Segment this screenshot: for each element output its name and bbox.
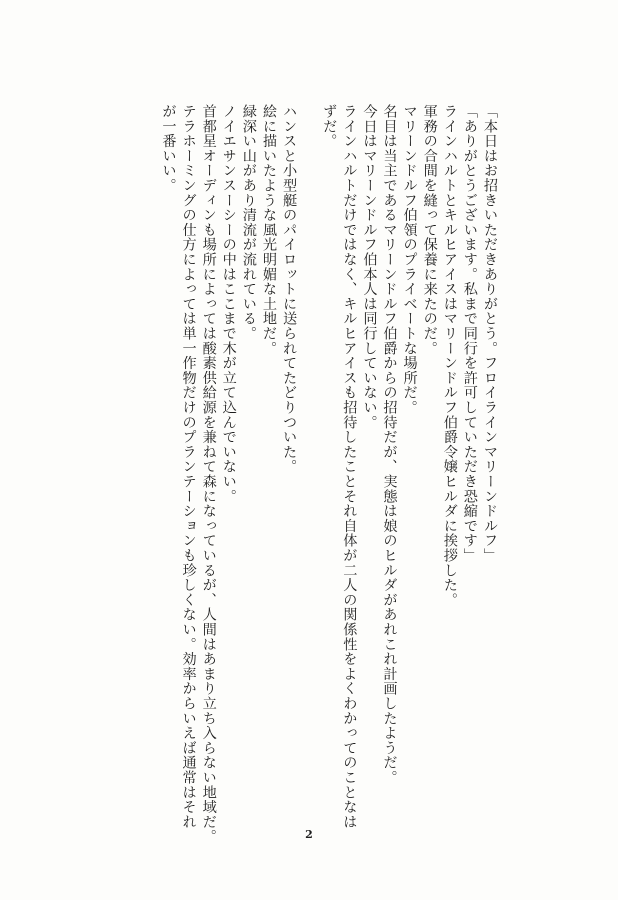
text-line: が一番いい。: [160, 104, 177, 193]
text-line: 首都星オーディンも場所によっては酸素供給源を兼ねて森になっているが、人間はあまり立ち入らない地域だ。: [200, 104, 217, 844]
text-line: マリーンドルフ伯領のプライベートな場所だ。: [401, 104, 418, 415]
text-line: 緑深い山があり清流が流れている。: [240, 104, 257, 341]
text-line: 名目は当主であるマリーンドルフ伯爵からの招待だが、実態は娘のヒルダがあれこれ計画したようだ。: [381, 104, 398, 785]
page-number: 2: [305, 828, 313, 841]
text-line: ラインハルトとキルヒアイスはマリーンドルフ伯爵令嬢ヒルダに挨拶した。: [441, 104, 458, 608]
text-line: ノイエサンスーシーの中はここまで木が立て込んでいない。: [220, 104, 237, 504]
text-line: ずだ。: [321, 104, 338, 149]
text-line: 絵に描いたような風光明媚な土地だ。: [260, 104, 277, 356]
text-line: 軍務の合間を縫って保養に来たのだ。: [421, 104, 438, 356]
text-line: 今日はマリーンドルフ伯本人は同行していない。: [361, 104, 378, 430]
text-line: テラホーミングの仕方によっては単一作物だけのプランテーションも珍しくない。効率からいえば通常はそれ: [180, 104, 197, 830]
text-line: ハンスと小型艇のパイロットに送られてたどりついた。: [281, 104, 298, 474]
text-line: 「ありがとうございます。私まで同行を許可していただき恐縮です」: [461, 104, 478, 563]
text-line: 「本日はお招きいただきありがとう。フロイラインマリーンドルフ」: [482, 104, 498, 563]
blank-line: [299, 104, 319, 804]
vertical-text-body: [158, 104, 500, 844]
text-line: ラインハルトだけではなく、キルヒアイスも招待したことそれ自体が二人の関係性をよくわかってのことなは: [341, 104, 358, 830]
